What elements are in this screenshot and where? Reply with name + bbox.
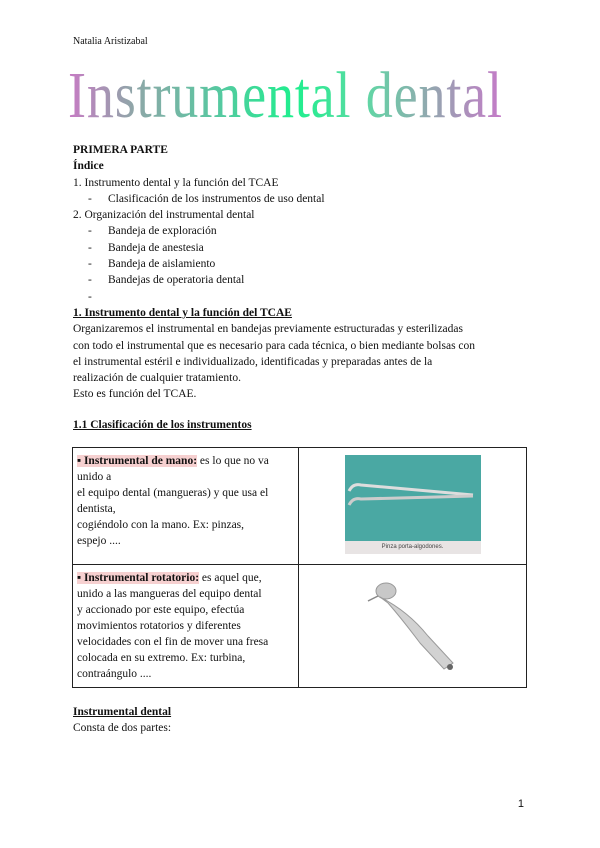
section1-text: con todo el instrumental que es necesario para cada técnica, o bien mediante bolsas con: [73, 339, 476, 352]
index-subitem: - Bandeja de anestesia: [88, 241, 204, 254]
table-row: [73, 448, 527, 565]
index-subitem: - Bandeja de aislamiento: [88, 258, 216, 271]
index-item: 2. Organización del instrumental dental: [73, 209, 255, 222]
index-heading: Índice: [73, 160, 104, 173]
section2: [73, 704, 533, 737]
handpiece-image: [358, 571, 468, 676]
table-row: [73, 565, 527, 688]
instrument-table: [72, 447, 527, 688]
index-subitem: - Bandejas de operatoria dental: [88, 274, 245, 287]
tweezers-image: [345, 455, 481, 554]
index-subitem: - Clasificación de los instrumentos de uso dental: [88, 192, 325, 205]
table-cell-image: [299, 448, 527, 565]
index-subitem: - Bandeja de exploración: [88, 225, 217, 238]
section11-heading: 1.1 Clasificación de los instrumentos: [73, 418, 252, 431]
table-cell-description: ▪ Instrumental de mano: es lo que no va unido a el equipo dental (mangueras) y que usa el dentista, cogiéndolo con la mano. Ex: pinzas, espejo ....: [73, 448, 299, 565]
row-label: ▪ Instrumental rotatorio:: [77, 572, 200, 585]
section1-text: Esto es función del TCAE.: [73, 388, 197, 401]
section2-text: Consta de dos partes:: [73, 722, 172, 735]
section1-text: realización de cualquier tratamiento.: [73, 372, 241, 385]
image-caption: Pinza porta-algodones.: [345, 541, 481, 554]
part-label: PRIMERA PARTE: [73, 144, 168, 156]
table-cell-image: [299, 565, 527, 688]
section1-text: Organizaremos el instrumental en bandejas previamente estructuradas y esterilizadas: [73, 323, 463, 336]
section2-heading: Instrumental dental: [73, 706, 172, 719]
document-title: Instrumental dental: [68, 59, 503, 132]
section1-text: el instrumental estéril e individualizado, identificadas y preparadas antes de la: [73, 355, 433, 368]
document-author: Natalia Aristizabal: [73, 36, 148, 47]
index-item: 1. Instrumento dental y la función del TCAE: [73, 176, 279, 189]
table-cell-description: ▪ Instrumental rotatorio: es aquel que, unido a las mangueras del equipo dental y accionado por este equipo, efectúa movimientos rotatorios y diferentes velocidades con el fin de mover una fresa colocada en su extremo. Ex: turbina, contraángulo ....: [73, 565, 299, 688]
index-subitem: -: [88, 290, 92, 303]
page-number: 1: [517, 798, 524, 810]
document-body: [73, 142, 533, 737]
row-label: ▪ Instrumental de mano:: [77, 455, 198, 468]
section1-heading: 1. Instrumento dental y la función del TCAE: [73, 306, 292, 319]
